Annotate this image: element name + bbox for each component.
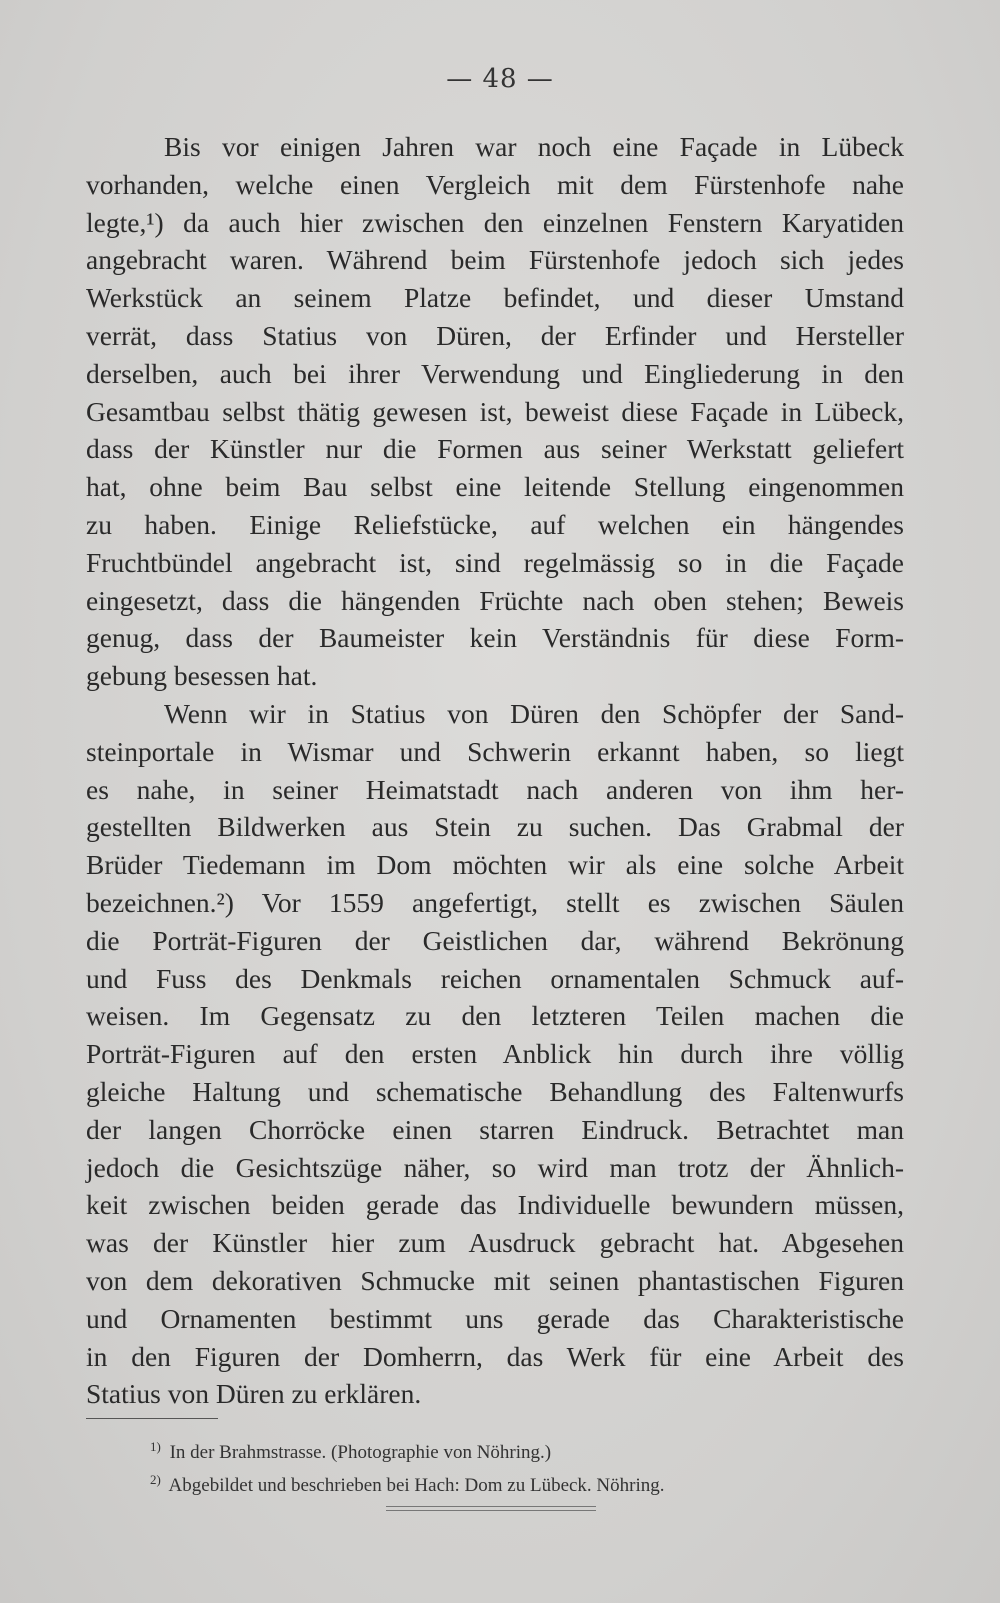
text-line: gleiche Haltung und schematische Behandlung des Faltenwurfs [86, 1075, 904, 1107]
text-line: eingesetzt, dass die hängenden Früchte nach oben stehen; Beweis [86, 584, 904, 616]
footnote-mark: 1) [150, 1439, 161, 1454]
text-line: bezeichnen.²) Vor 1559 angefertigt, stellt es zwischen Säulen [86, 886, 904, 918]
text-line: Gesamtbau selbst thätig gewesen ist, beweist diese Façade in Lübeck, [86, 395, 904, 427]
footnote-text: In der Brahmstrasse. (Photographie von Nöhring.) [169, 1442, 552, 1463]
text-line: Porträt-Figuren auf den ersten Anblick hin durch ihre völlig [86, 1038, 904, 1070]
text-line: von dem dekorativen Schmucke mit seinen phantastischen Figuren [86, 1264, 904, 1296]
text-line: Bis vor einigen Jahren war noch eine Façade in Lübeck [164, 131, 904, 162]
text-line: genug, dass der Baumeister kein Verständnis für diese Form- [86, 622, 904, 654]
text-line: vorhanden, welche einen Vergleich mit dem Fürstenhofe nahe [86, 168, 904, 200]
text-line: verrät, dass Statius von Düren, der Erfinder und Hersteller [86, 319, 904, 351]
text-line: und Fuss des Denkmals reichen ornamentalen Schmuck auf- [86, 962, 904, 994]
paragraph-2 [86, 695, 904, 1413]
text-line: legte,¹) da auch hier zwischen den einzelnen Fenstern Karyatiden [86, 206, 904, 238]
text-line: die Porträt-Figuren der Geistlichen dar, während Bekrönung [86, 924, 904, 956]
footnote [150, 1466, 910, 1499]
footnote-text: Abgebildet und beschrieben bei Hach: Dom zu Lübeck. Nöhring. [168, 1475, 665, 1496]
text-line: angebracht waren. Während beim Fürstenhofe jedoch sich jedes [86, 244, 904, 276]
text-line: hat, ohne beim Bau selbst eine leitende Stellung eingenommen [86, 471, 904, 503]
footnote [150, 1433, 910, 1466]
paragraph-1 [86, 128, 904, 695]
text-line: Brüder Tiedemann im Dom möchten wir als eine solche Arbeit [86, 849, 904, 881]
text-line: keit zwischen beiden gerade das Individuelle bewundern müssen, [86, 1189, 904, 1221]
text-line: jedoch die Gesichtszüge näher, so wird man trotz der Ähnlich- [86, 1151, 904, 1183]
text-line: weisen. Im Gegensatz zu den letzteren Teilen machen die [86, 1000, 904, 1032]
text-line: was der Künstler hier zum Ausdruck gebracht hat. Abgesehen [86, 1227, 904, 1259]
text-line: Fruchtbündel angebracht ist, sind regelmässig so in die Façade [86, 546, 904, 578]
footnote-divider [86, 1418, 218, 1419]
text-line: Werkstück an seinem Platze befindet, und dieser Umstand [86, 282, 904, 314]
page-number: — 48 — [446, 64, 554, 94]
text-line: gestellten Bildwerken aus Stein zu suchen. Das Grabmal der [86, 811, 904, 843]
text-line: zu haben. Einige Reliefstücke, auf welchen ein hängendes [86, 508, 904, 540]
text-line: dass der Künstler nur die Formen aus seiner Werkstatt geliefert [86, 433, 904, 465]
footnote-mark: 2) [150, 1472, 161, 1487]
footnotes [150, 1433, 910, 1499]
text-line: in den Figuren der Domherrn, das Werk für eine Arbeit des [86, 1340, 904, 1372]
text-line: derselben, auch bei ihrer Verwendung und Eingliederung in den [86, 357, 904, 389]
text-line: Statius von Düren zu erklären. [86, 1378, 422, 1410]
text-line: es nahe, in seiner Heimatstadt nach anderen von ihm her- [86, 773, 904, 805]
text-line: Wenn wir in Statius von Düren den Schöpfer der Sand- [164, 697, 904, 729]
text-line: und Ornamenten bestimmt uns gerade das Charakteristische [86, 1302, 904, 1334]
text-line: gebung besessen hat. [86, 660, 318, 692]
body-text [86, 128, 904, 1413]
end-ornament-rule [386, 1506, 596, 1511]
text-line: steinportale in Wismar und Schwerin erkannt haben, so liegt [86, 735, 904, 767]
text-line: der langen Chorröcke einen starren Eindruck. Betrachtet man [86, 1113, 904, 1145]
